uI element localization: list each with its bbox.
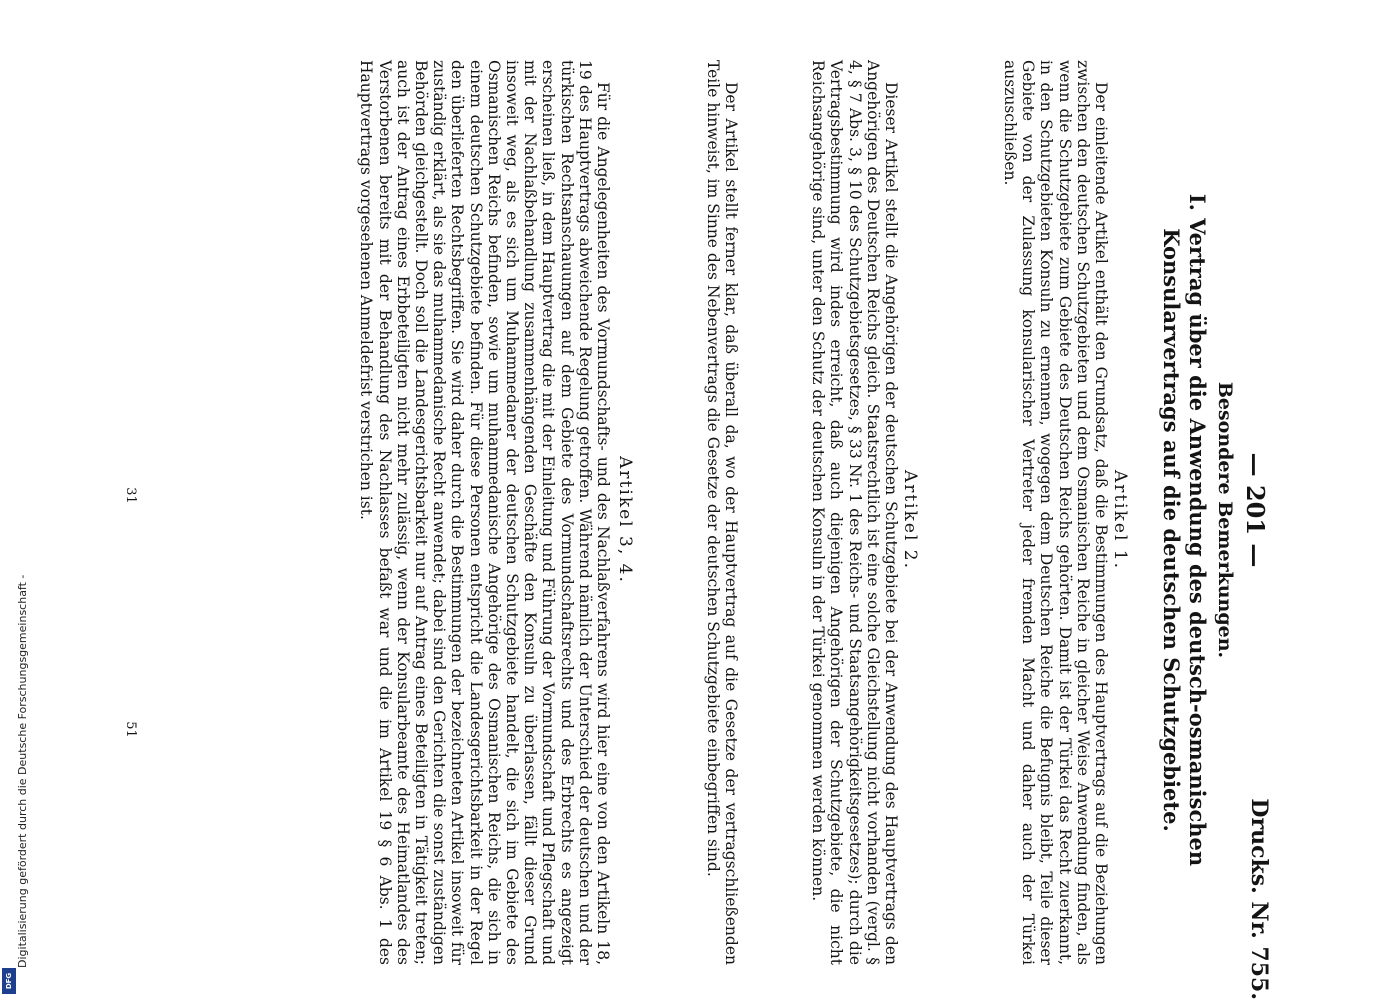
folio-number: 51 <box>122 721 138 738</box>
article-3-4-heading: Artikel 3, 4. <box>615 456 635 584</box>
dfg-logo-text: DFG <box>5 972 13 990</box>
title-line-1: I. Vertrag über die Anwendung des deutsch-osmanischen <box>1185 193 1210 867</box>
article-1-text: Der einleitende Artikel enthält den Grundsatz, daß die Bestimmungen des Hauptvertrags auf die Beziehungen zwischen den deutschen Schutzgebieten und dem Osmanischen Reiche in gleicher Weise Anwendung finden, als wenn die Schutzgebiete zum Gebiete des Deutschen Reichs gehörten. Damit ist der Türkei das Recht zuerkannt, in den Schutzgebieten Konsuln zu ernennen, wogegen dem Deutschen Reiche die Befugnis bleibt, Teile dieser Gebiete von der Zulassung konsularischer Vertreter jeder fremden Macht und daher auch der Türkei auszuschließen. <box>1000 60 1110 965</box>
article-2-text-2: Der Artikel stellt ferner klar, daß überall da, wo der Hauptvertrag auf die Gesetze der vertragschließenden Teile hinweist, im Sinne des Nebenvertrags die Gesetze der deutschen Schutzgebiete einbegriffen sind. <box>703 60 740 965</box>
signature-mark: 31 <box>122 487 138 504</box>
digitization-sidebar <box>0 0 29 1000</box>
article-2-heading: Artikel 2. <box>900 469 920 571</box>
drucksache-number: Drucks. Nr. 755. <box>1246 798 1272 1000</box>
funding-notice: Digitalisierung gefördert durch die Deutsche Forschungsgemeinschaft - <box>16 574 29 968</box>
article-2-text-1: Dieser Artikel stellt die Angehörigen der deutschen Schutzgebiete bei der Anwendung des Hauptvertrags den Angehörigen des Deutschen Reichs gleich. Staatsrechtlich ist eine solche Gleichstellung nicht vorhanden (vergl. § 4, § 7 Abs. 3, § 10 des Schutzgebietsgesetzes, § 33 Nr. 1 des Reichs- und Staatsangehörigkeitsgesetzes); durch die Vertragsbestimmung wird indes erreicht, daß auch diejenigen Angehörigen der Schutzgebiete, die nicht Reichsangehörige sind, unter den Schutz der deutschen Konsuln in der Türkei genommen werden können. <box>809 60 900 965</box>
title-line-2: Konsularvertrags auf die deutschen Schutzgebiete. <box>1159 228 1184 832</box>
dfg-logo <box>2 968 16 994</box>
page-number: — 201 — <box>1241 452 1270 568</box>
article-3-4-text: Für die Angelegenheiten des Vormundschafts- und des Nachlaßverfahrens wird hier eine von den Artikeln 18, 19 des Hauptvertrags abweichende Regelung getroffen. Während nämlich der Unterschied der deutschen und der türkischen Rechtsanschauungen auf dem Gebiete des Vormundschaftsrechts und des Erbrechts es angezeigt erscheinen ließ, in dem Hauptvertrag die mit der Einleitung und Führung der Vormundschaft und Pflegschaft und mit der Nachlaßbehandlung zusammenhängenden Geschäfte den Konsuln zu überlassen, fällt dieser Grund insoweit weg, als es sich um Muhammedaner der deutschen Schutzgebiete handelt, die sich im Gebiete des Osmanischen Reichs befinden, sowie um muhammedanische Angehörige des Osmanischen Reichs, die sich in einem deutschen Schutzgebiete befinden. Für diese Personen entspricht die Landesgerichtsbarkeit in der Regel den überlieferten Rechtsbegriffen. Sie wird daher durch die Bestimmungen der bezeichneten Artikel insoweit für zuständig erklärt, als sie das muhammedanische Recht anwendet; dabei sind den Gerichten die sonst zuständigen Behörden gleichgestellt. Doch soll die Landesgerichtsbarkeit nur auf Antrag eines Beteiligten in Tätigkeit treten; auch ist der Antrag eines Erbbeteiligten nicht mehr zulässig, wenn der Konsularbeamte des Heimatlandes des Verstorbenen bereits mit der Behandlung des Nachlasses befaßt war und die im Artikel 19 § 6 Abs. 1 des Hauptvertrags vorgesehenen Anmeldefrist verstrichen ist. <box>357 60 612 965</box>
article-1-heading: Artikel 1. <box>1110 469 1130 571</box>
section-heading: Besondere Bemerkungen. <box>1214 381 1236 659</box>
